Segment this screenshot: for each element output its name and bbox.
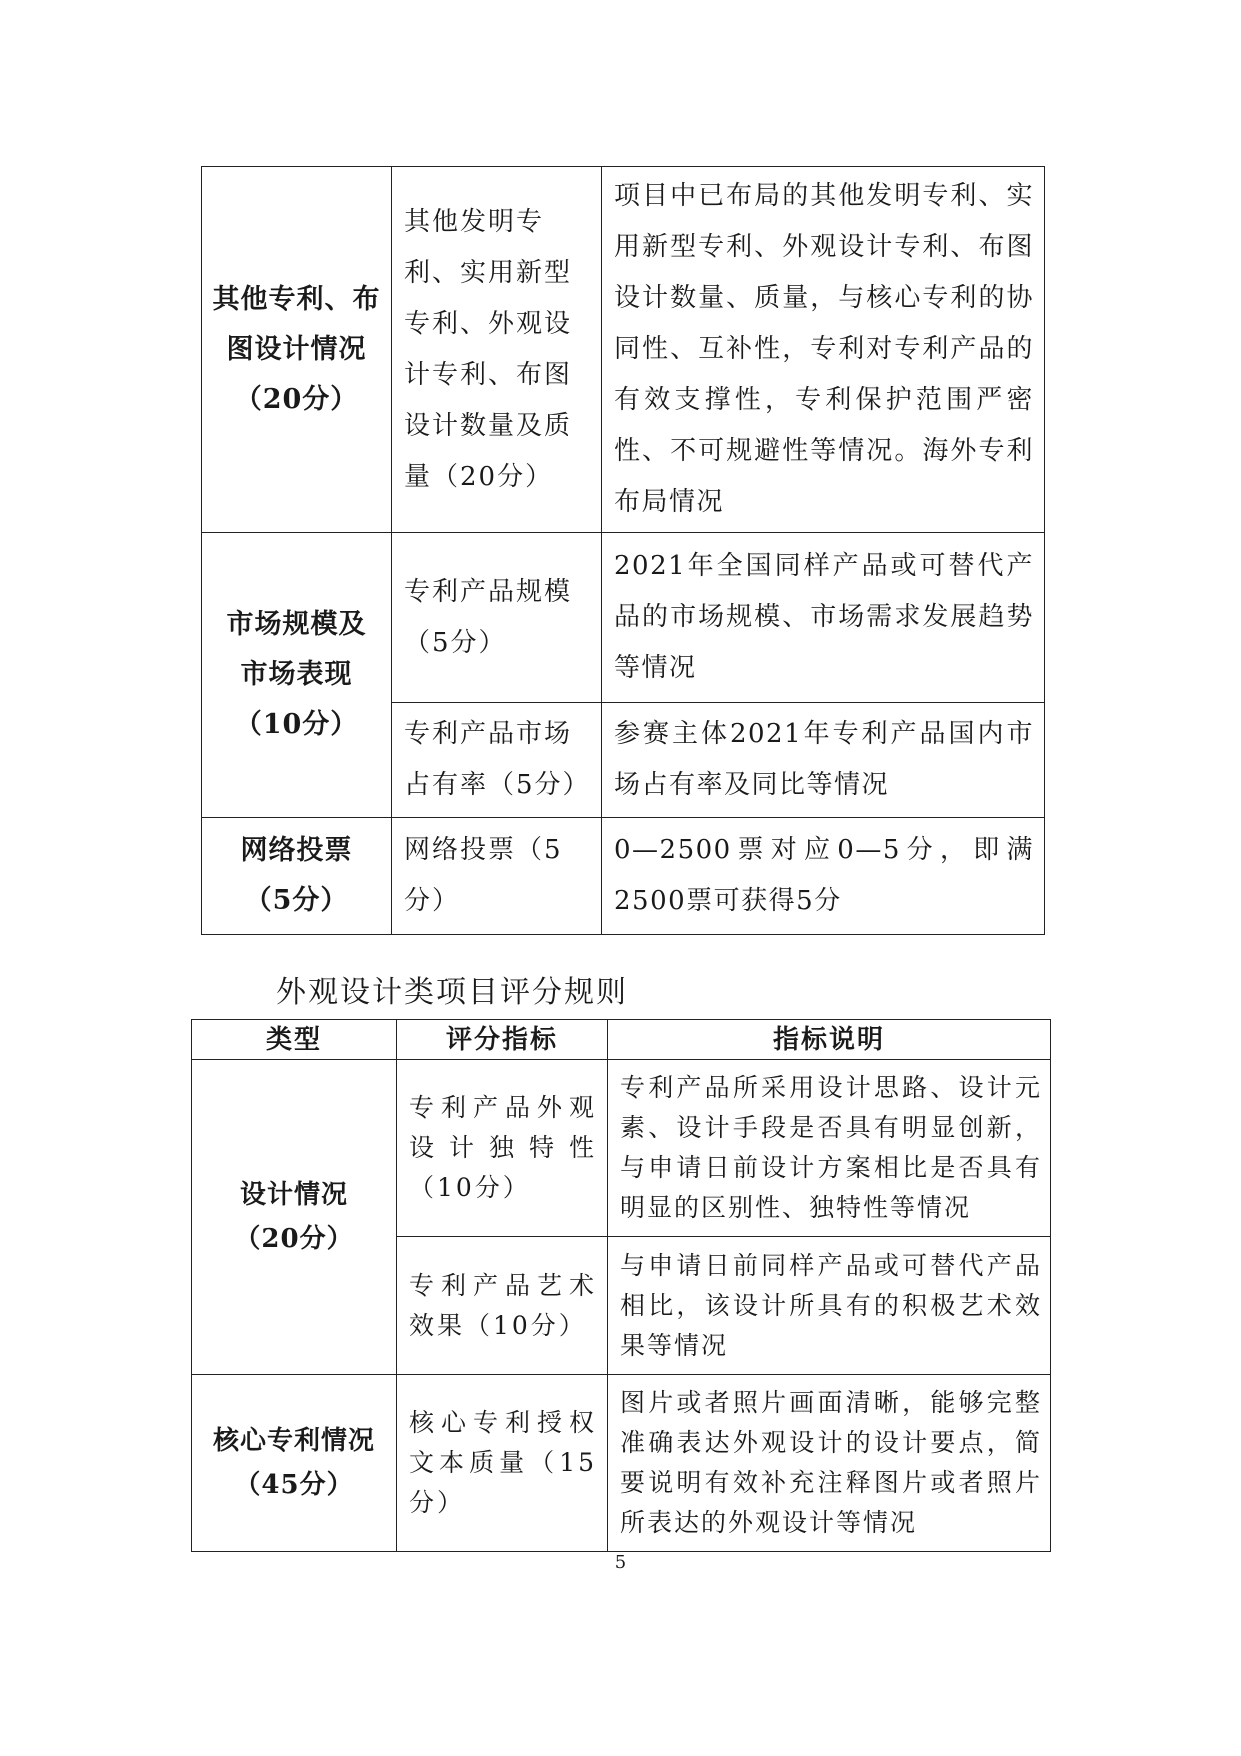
description-cell: 与申请日前同样产品或可替代产品相比，该设计所具有的积极艺术效果等情况	[608, 1237, 1051, 1375]
category-cell	[192, 1060, 397, 1375]
category-cell	[202, 167, 392, 533]
table-row	[202, 167, 1045, 533]
description-cell: 0—2500票对应0—5分，即满2500票可获得5分	[602, 818, 1045, 935]
category-score: （20分）	[234, 1224, 354, 1254]
page-number: 5	[614, 1552, 627, 1573]
category-cell	[202, 533, 392, 818]
indicator-cell: 核心专利授权文本质量（15分）	[397, 1375, 608, 1552]
indicator-cell: 专利产品艺术效果（10分）	[397, 1237, 608, 1375]
description-cell: 项目中已布局的其他发明专利、实用新型专利、外观设计专利、布图设计数量、质量，与核心专利的协同性、互补性，专利对专利产品的有效支撑性，专利保护范围严密性、不可规避性等情况。海外专利布局情况	[602, 167, 1045, 533]
table-row	[202, 533, 1045, 703]
category-cell	[202, 818, 392, 935]
description-cell: 专利产品所采用设计思路、设计元素、设计手段是否具有明显创新，与申请日前设计方案相比是否具有明显的区别性、独特性等情况	[608, 1060, 1051, 1237]
category-score: （10分）	[234, 709, 359, 740]
category-line: 其他专利、布	[212, 283, 381, 315]
column-header-indicator: 评分指标	[397, 1020, 608, 1060]
category-line: 核心专利情况	[212, 1426, 375, 1456]
category-line: 市场规模及	[226, 609, 367, 640]
table-header-row	[192, 1020, 1051, 1060]
category-line: 网络投票	[240, 835, 353, 866]
description-cell: 2021年全国同样产品或可替代产品的市场规模、市场需求发展趋势等情况	[602, 533, 1045, 703]
category-line: 图设计情况	[226, 333, 367, 365]
category-cell	[192, 1375, 397, 1552]
indicator-cell: 专利产品外观设计独特性（10分）	[397, 1060, 608, 1237]
indicator-cell: 专利产品市场占有率（5分）	[392, 703, 602, 818]
description-cell: 参赛主体2021年专利产品国内市场占有率及同比等情况	[602, 703, 1045, 818]
indicator-cell: 专利产品规模（5分）	[392, 533, 602, 703]
category-line: 市场表现	[240, 659, 353, 690]
category-score: （20分）	[234, 383, 359, 415]
description-cell: 图片或者照片画面清晰，能够完整准确表达外观设计的设计要点，简要说明有效补充注释图片或者照片所表达的外观设计等情况	[608, 1375, 1051, 1552]
category-line: 设计情况	[239, 1180, 348, 1210]
section-heading: 外观设计类项目评分规则	[276, 975, 628, 1010]
column-header-description: 指标说明	[608, 1020, 1051, 1060]
table-row	[192, 1375, 1051, 1552]
column-header-type: 类型	[192, 1020, 397, 1060]
patent-scoring-table-continued	[201, 166, 1045, 935]
category-score: （5分）	[244, 885, 349, 916]
category-score: （45分）	[234, 1470, 354, 1500]
design-scoring-table	[191, 1019, 1051, 1552]
table-row	[192, 1060, 1051, 1237]
indicator-cell: 其他发明专利、实用新型专利、外观设计专利、布图设计数量及质量（20分）	[392, 167, 602, 533]
indicator-cell: 网络投票（5分）	[392, 818, 602, 935]
table-row	[202, 818, 1045, 935]
